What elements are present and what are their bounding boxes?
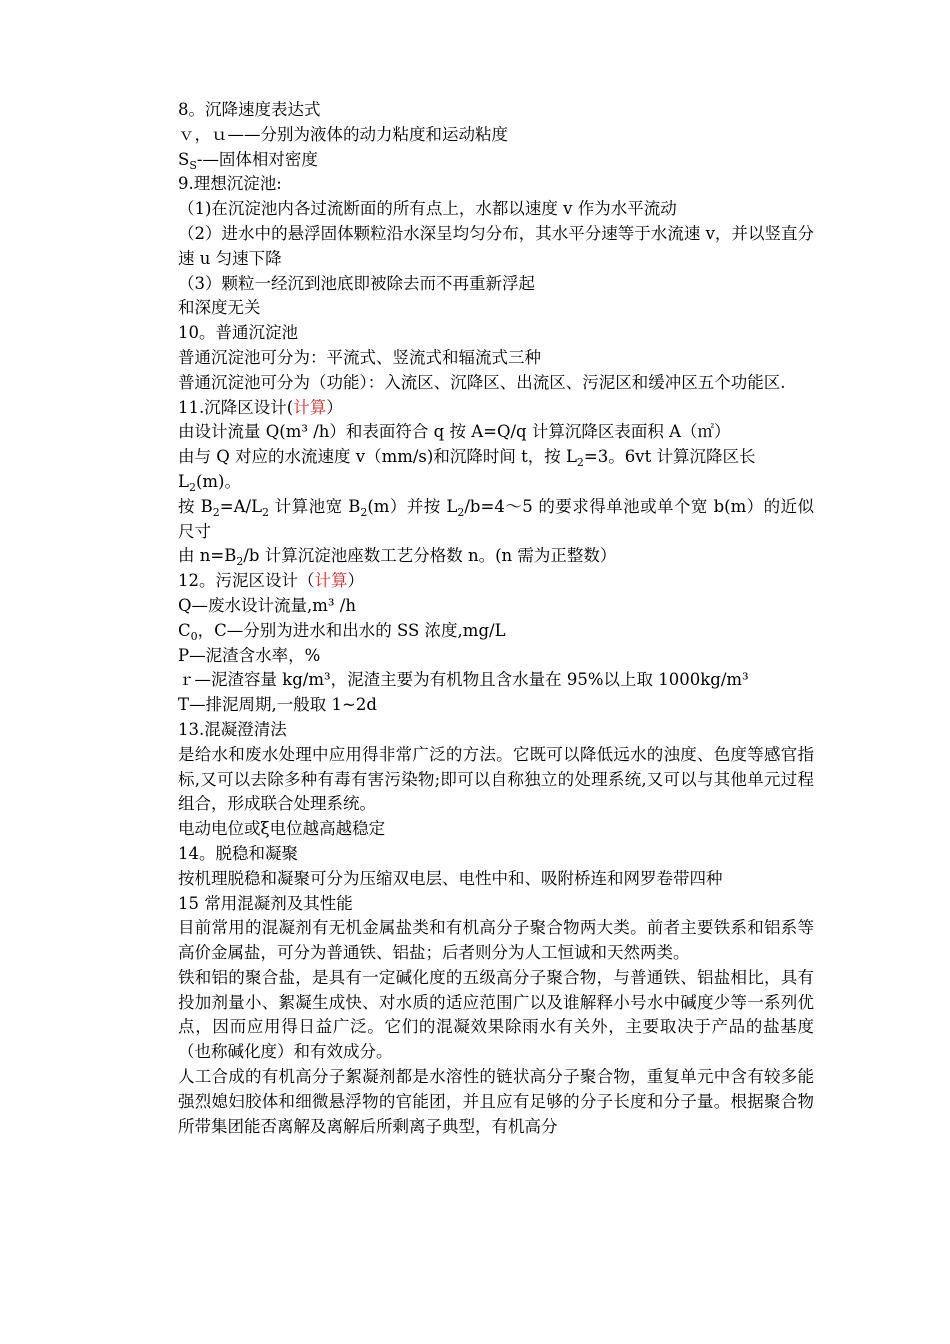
text-run: =A/L: [219, 496, 263, 516]
text-run: =3。6vt 计算沉降区长: [583, 447, 756, 467]
text-run: 11.沉降区设计(: [178, 397, 294, 417]
heading-coagulation: 13.混凝澄清法: [178, 719, 287, 739]
text-line: 普通沉淀池可分为：平流式、竖流式和辐流式三种: [178, 347, 541, 367]
subscript: 2: [236, 555, 244, 569]
text-paragraph: 人工合成的有机高分子絮凝剂都是水溶性的链状高分子聚合物，重复单元中含有较多能强烈媳妇胶体和细微悬浮物的官能团，并且应有足够的分子长度和分子量。根据聚合物所带集团能否离解及离解后所剩离子典型，有机高分: [178, 1067, 814, 1136]
text-run: ）: [326, 397, 343, 417]
subscript: S: [189, 158, 197, 172]
text-line: 按机理脱稳和凝聚可分为压缩双电层、电性中和、吸附桥连和网罗卷带四种: [178, 868, 723, 888]
text-run: 按 B: [178, 496, 213, 516]
text-run: /b=4～5 的要求得单池或单个宽 b(m）的近似尺寸: [178, 496, 814, 541]
subscript: 2: [262, 505, 270, 519]
text-run: 由 n=B: [178, 546, 237, 566]
document-page: [178, 98, 814, 1139]
text-run: L: [178, 471, 189, 491]
text-run: /b 计算沉淀池座数工艺分格数 n。(n 需为正整数）: [243, 546, 617, 566]
text-run: 由与 Q 对应的水流速度 v（mm/s)和沉降时间 t，按 L: [178, 447, 577, 467]
text-line: [178, 148, 814, 173]
text-line: ｒ—泥渣容量 kg/m³，泥渣主要为有机物且含水量在 95%以上取 1000kg/m³: [178, 670, 749, 690]
text-line: [178, 619, 814, 644]
text-paragraph: 铁和铝的聚合盐，是具有一定碱化度的五级高分子聚合物，与普通铁、铝盐相比，具有投加剂量小、絮凝生成快、对水质的适应范围广以及谁解释小号水中碱度少等一系列优点，因而应用得日益广泛。它们的混凝效果除雨水有关外，主要取决于产品的盐基度（也称碱化度）和有效成分。: [178, 967, 814, 1062]
text-line: 由设计流量 Q(m³ /h）和表面符合 q 按 A=Q/q 计算沉降区表面积 A（㎡）: [178, 422, 731, 442]
text-paragraph: 普通沉淀池可分为（功能）：入流区、沉降区、出流区、污泥区和缓冲区五个功能区.: [178, 372, 786, 392]
text-paragraph: 目前常用的混凝剂有无机金属盐类和有机高分子聚合物两大类。前者主要铁系和铝系等高价金属盐，可分为普通铁、铝盐；后者则分为人工恒诚和天然两类。: [178, 918, 814, 963]
heading-ideal-tank: 9.理想沉淀池:: [178, 174, 282, 194]
subscript: 2: [576, 456, 584, 470]
text-line: T—排泥周期,一般取 1~2d: [178, 695, 377, 715]
text-line: 电动电位或ξ电位越高越稳定: [178, 819, 386, 839]
text-run: 12。污泥区设计（: [178, 571, 315, 591]
text-run: ）: [347, 571, 364, 591]
heading-destabilization: 14。脱稳和凝聚: [178, 843, 298, 863]
text-line: [178, 445, 814, 470]
text-line: 和深度无关: [178, 298, 261, 318]
text-run: (m)。: [195, 471, 241, 491]
text-run: S: [178, 149, 190, 169]
text-run: C: [178, 620, 191, 640]
text-line: Q—废水设计流量,m³ /h: [178, 595, 356, 615]
subscript: 2: [188, 480, 196, 494]
heading-coagulants: 15 常用混凝剂及其性能: [178, 893, 353, 913]
text-line: （3）颗粒一经沉到池底即被除去而不再重新浮起: [178, 273, 535, 293]
heading-settling-zone-design: [178, 396, 814, 421]
heading-sludge-zone-design: [178, 569, 814, 594]
text-line: [178, 470, 814, 495]
text-paragraph: [178, 495, 814, 545]
text-run: -—固体相对密度: [196, 149, 318, 169]
heading-ordinary-tank: 10。普通沉淀池: [178, 323, 298, 343]
text-paragraph: 是给水和废水处理中应用得非常广泛的方法。它既可以降低远水的浊度、色度等感官指标,又可以去除多种有毒有害污染物;即可以自称独立的处理系统,又可以与其他单元过程组合，形成联合处理系统。: [178, 744, 814, 814]
text-run: ，C—分别为进水和出水的 SS 浓度,mg/L: [197, 620, 506, 640]
text-line: ｖ，ｕ——分别为液体的动力粘度和运动粘度: [178, 124, 508, 144]
subscript: 2: [212, 505, 220, 519]
text-run: (m）并按 L: [367, 496, 458, 516]
text-line: [178, 544, 814, 569]
subscript: 2: [360, 505, 368, 519]
text-line: （1)在沉淀池内各过流断面的所有点上，水都以速度 v 作为水平流动: [178, 199, 677, 219]
calc-highlight: 计算: [293, 397, 327, 417]
text-paragraph: （2）进水中的悬浮固体颗粒沿水深呈均匀分布，其水平分速等于水流速 v，并以竖直分速 u 匀速下降: [178, 223, 814, 268]
subscript: 0: [190, 629, 198, 643]
text-run: 计算池宽 B: [269, 496, 361, 516]
subscript: 2: [457, 505, 465, 519]
heading-settling-velocity: 8。沉降速度表达式: [178, 100, 321, 119]
calc-highlight: 计算: [314, 571, 348, 591]
text-line: P—泥渣含水率，%: [178, 645, 321, 665]
